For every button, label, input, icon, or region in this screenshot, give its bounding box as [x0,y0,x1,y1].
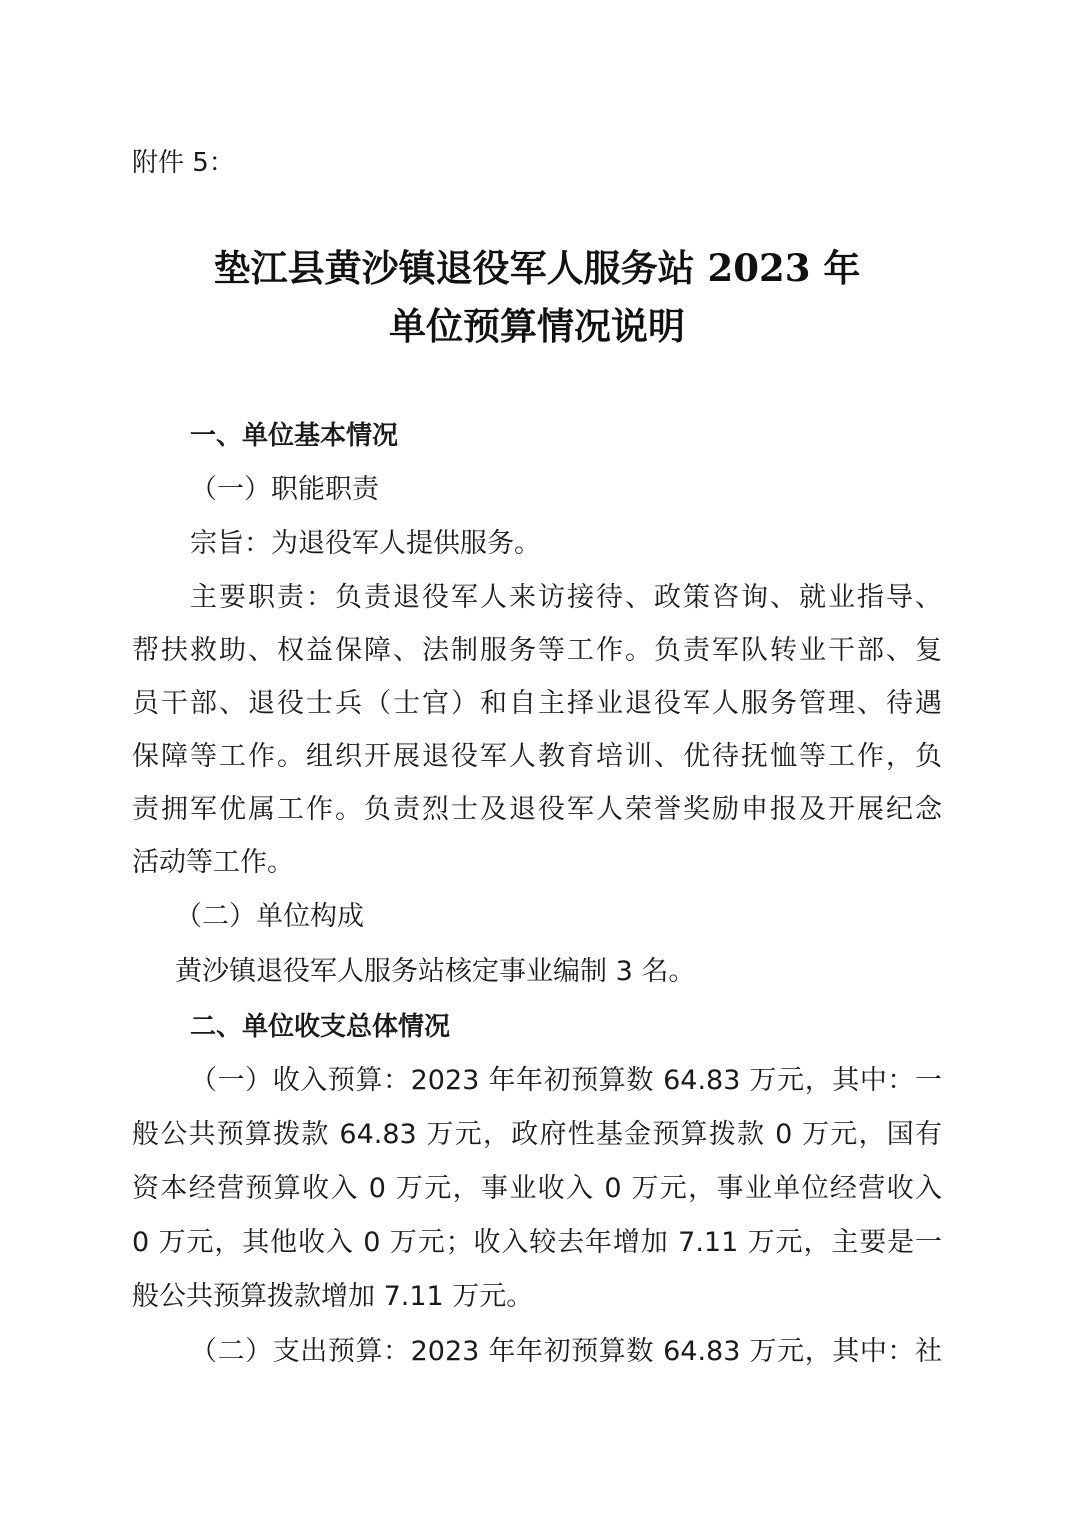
document-title-line-2: 单位预算情况说明 [389,304,685,348]
income-line-3: 资本经营预算收入 0 万元，事业收入 0 万元，事业单位经营收入 [132,1173,942,1204]
section-2-heading: 二、单位收支总体情况 [190,1012,451,1042]
duties-line-2: 帮扶救助、权益保障、法制服务等工作。负责军队转业干部、复 [132,635,942,666]
document-title-line-1: 垫江县黄沙镇退役军人服务站 2023 年 [213,246,861,290]
duties-line-4: 保障等工作。组织开展退役军人教育培训、优待抚恤等工作，负 [132,741,942,772]
attachment-label: 附件 5： [132,148,235,178]
income-line-2: 般公共预算拨款 64.83 万元，政府性基金预算拨款 0 万元，国有 [132,1119,942,1150]
duties-line-6: 活动等工作。 [132,847,294,878]
income-line-1: （一）收入预算：2023 年年初预算数 64.83 万元，其中：一 [190,1065,942,1096]
expense-line-1: （二）支出预算：2023 年年初预算数 64.83 万元，其中：社 [190,1336,942,1367]
subsection-composition-heading: （二）单位构成 [175,901,364,932]
duties-line-3: 员干部、退役士兵（士官）和自主择业退役军人服务管理、待遇 [132,688,942,719]
composition-text: 黄沙镇退役军人服务站核定事业编制 3 名。 [175,956,696,987]
income-line-5: 般公共预算拨款增加 7.11 万元。 [132,1281,534,1312]
section-1-heading: 一、单位基本情况 [190,421,399,451]
subsection-functions-heading: （一）职能职责 [190,474,379,505]
income-line-4: 0 万元，其他收入 0 万元；收入较去年增加 7.11 万元，主要是一 [132,1227,942,1258]
purpose-text: 宗旨：为退役军人提供服务。 [190,528,541,559]
duties-line-5: 责拥军优属工作。负责烈士及退役军人荣誉奖励申报及开展纪念 [132,794,942,825]
duties-line-1: 主要职责：负责退役军人来访接待、政策咨询、就业指导、 [190,582,942,613]
